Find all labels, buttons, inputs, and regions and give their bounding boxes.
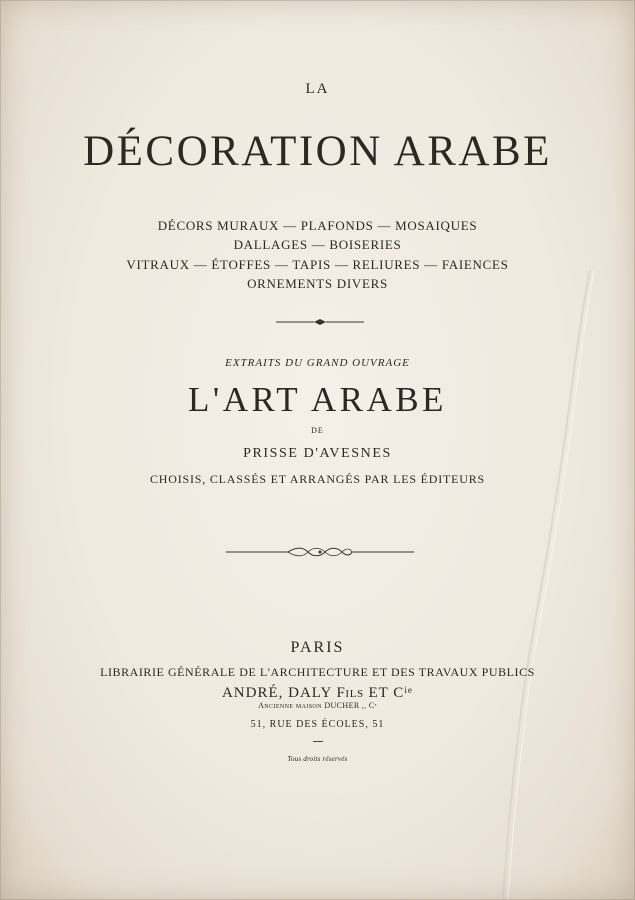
short-rule (313, 741, 323, 742)
imprint-company: C (393, 685, 405, 701)
former-house-et: et (362, 704, 367, 710)
book-title: DÉCORATION ARABE (83, 128, 552, 175)
publisher-name: LIBRAIRIE GÉNÉRALE DE L'ARCHITECTURE ET DES TRAVAUX PUBLICS (100, 665, 535, 679)
source-intro: EXTRAITS DU GRAND OUVRAGE (225, 357, 410, 369)
decorative-rule-ornament (226, 546, 414, 558)
former-house-company: C (368, 701, 375, 710)
imprint-line (0, 686, 635, 701)
imprint-fils: Fils (336, 685, 364, 701)
short-rule-ornament (276, 317, 364, 327)
author-preposition: DE (311, 426, 324, 435)
topics-line: DALLAGES — BOISERIES (233, 237, 402, 252)
topics-line: ORNEMENTS DIVERS (247, 276, 388, 291)
former-house-name: DUCHER (324, 701, 360, 710)
source-title: L'ART ARABE (188, 380, 447, 419)
topics-line: DÉCORS MURAUX — PLAFONDS — MOSAIQUES (157, 218, 478, 233)
former-house-prefix: Ancienne maison (258, 701, 322, 710)
topics-line: VITRAUX — ÉTOFFES — TAPIS — RELIURES — FAIENCES (126, 257, 509, 272)
publication-city: PARIS (290, 639, 345, 656)
former-house-company-superscript: e (374, 702, 377, 708)
imprint-prefix: ANDRÉ, DALY (221, 685, 332, 701)
selection-note: CHOISIS, CLASSÉS ET ARRANGÉS PAR LES ÉDITEURS (149, 472, 486, 486)
imprint-company-superscript: ie (404, 685, 414, 696)
imprint-et: ET (368, 685, 389, 701)
former-house-line (0, 702, 635, 710)
publisher-address: 51, RUE DES ÉCOLES, 51 (250, 719, 385, 730)
author-name: PRISSE D'AVESNES (243, 446, 392, 461)
title-article: LA (305, 81, 330, 97)
rights-notice: Tous droits réservés (287, 755, 348, 763)
